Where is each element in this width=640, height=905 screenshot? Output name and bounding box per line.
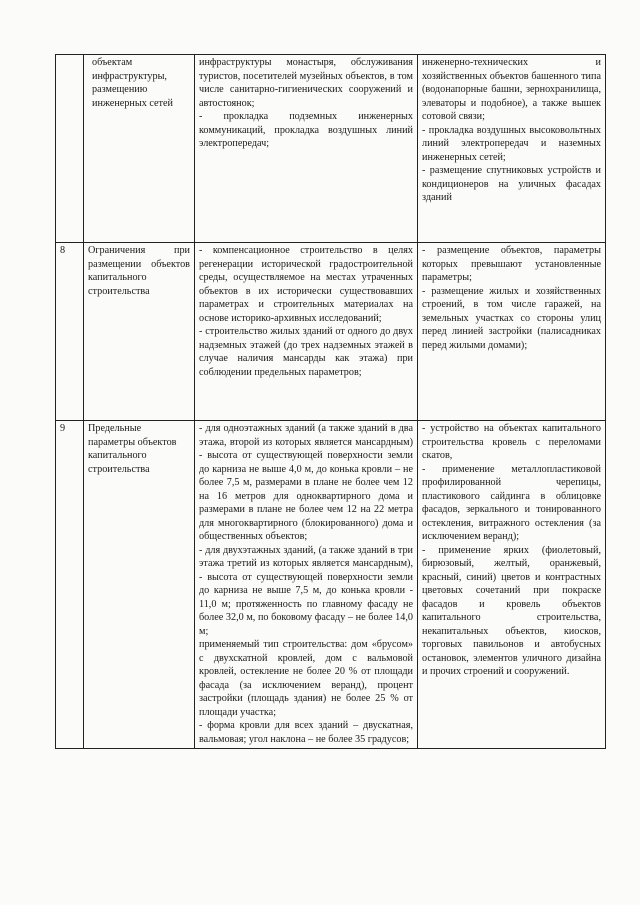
prohibited-paragraph	[422, 244, 601, 352]
prohibited-text	[418, 421, 606, 749]
row-title: Предельные параметры объектов капитального строительства	[84, 421, 195, 749]
table-row	[56, 243, 606, 421]
text-line: - размещение жилых и хозяйственных строений, в том числе гаражей, на земельных участках со стороны улиц перед линией застройки (палисадниках перед жилыми домами);	[422, 285, 601, 351]
table-row	[56, 55, 606, 243]
row-number: 9	[56, 421, 84, 749]
row-title: Ограничения при размещении объектов капитального строительства	[84, 243, 195, 421]
text-line: - размещение объектов, параметры которых превышают установленные параметры;	[422, 245, 601, 283]
text-line: - применение металлопластиковой профилированной черепицы, пластикового сайдинга в облицовке фасадов, зеркального и тонированного остекления, витражного остекления (за исключением веранд);	[422, 463, 601, 542]
text-line: - размещение спутниковых устройств и кондиционеров на уличных фасадах зданий	[422, 165, 601, 203]
text-line: инженерно-технических и хозяйственных объектов башенного типа (водонапорные башни, зернохранилища, элеваторы и подобное), а также вышек сотовой связи;	[422, 57, 601, 122]
regulations-table	[55, 54, 606, 749]
allowed-text	[195, 55, 418, 243]
prohibited-paragraph	[422, 422, 601, 679]
text-line: применяемый тип строительства: дом «брусом» с двухскатной кровлей, дом с вальмовой кровлей, остекление не более 20 % от площади фасада (за исключением веранд), процент застройки (площадь здания) не более 25 % от площади участка;	[199, 639, 413, 718]
text-line: инфраструктуры монастыря, обслуживания туристов, посетителей музейных объектов, в том числе санитарно-гигиенических сооружений и автостоянок;	[199, 57, 413, 109]
allowed-paragraph	[199, 244, 413, 379]
allowed-paragraph	[199, 56, 413, 151]
text-line: - для одноэтажных зданий (а также зданий в два этажа, второй из которых является мансардным) - высота от существующей поверхности земли до карниза не выше 4,0 м, до конька кровли – не более 7,5 м, размерами в плане не более чем 12 на 16 метров для одноквартирного дома и размерами в плане не более чем 12 на 22 метра для многоквартирного (блокированного) дома и общественных объектов;	[199, 423, 413, 542]
text-line: - прокладка подземных инженерных коммуникаций, прокладка воздушных линий электропередач;	[199, 111, 413, 149]
text-line: - для двухэтажных зданий, (а также зданий в три этажа третий из которых является мансардным), - высота от существующей поверхности земли до карниза не выше 7,5 м, до конька кровли - 11,0 м; протяженность по главному фасаду не более 32,0 м, по боковому фасаду – не более 14,0 м;	[199, 544, 413, 637]
text-line: - строительство жилых зданий от одного до двух надземных этажей (до трех надземных этажей в случае наличия мансарды как этажа) при соблюдении предельных параметров;	[199, 326, 413, 378]
prohibited-paragraph	[422, 56, 601, 205]
row-number	[56, 55, 84, 243]
prohibited-text	[418, 243, 606, 421]
text-line: - устройство на объектах капитального строительства кровель с переломами скатов,	[422, 423, 601, 461]
text-line: - компенсационное строительство в целях регенерации исторической градостроительной среды, осуществляемое на местах утраченных объектов в их исторически существовавших параметрах и строительных материалах на основе историко-архивных исследований;	[199, 245, 413, 324]
prohibited-text	[418, 55, 606, 243]
text-line: - прокладка воздушных высоковольтных линий электропередач и наземных инженерных сетей;	[422, 124, 601, 163]
table-row	[56, 421, 606, 749]
text-line: - форма кровли для всех зданий – двускатная, вальмовая; угол наклона – не более 35 градусов;	[199, 720, 413, 745]
text-line: - применение ярких (фиолетовый, бирюзовый, желтый, оранжевый, красный, синий) цветов и контрастных цветовых сочетаний при покраске фасадов и кровель объектов капитального строительства, некапитальных объектов, киосков, торговых павильонов и автобусных остановок, элементов уличного дизайна и прочих строений и сооружений.	[422, 544, 601, 677]
row-number: 8	[56, 243, 84, 421]
allowed-text	[195, 243, 418, 421]
allowed-paragraph	[199, 422, 413, 746]
row-title: объектам инфраструктуры, размещению инженерных сетей	[84, 55, 195, 243]
allowed-text	[195, 421, 418, 749]
